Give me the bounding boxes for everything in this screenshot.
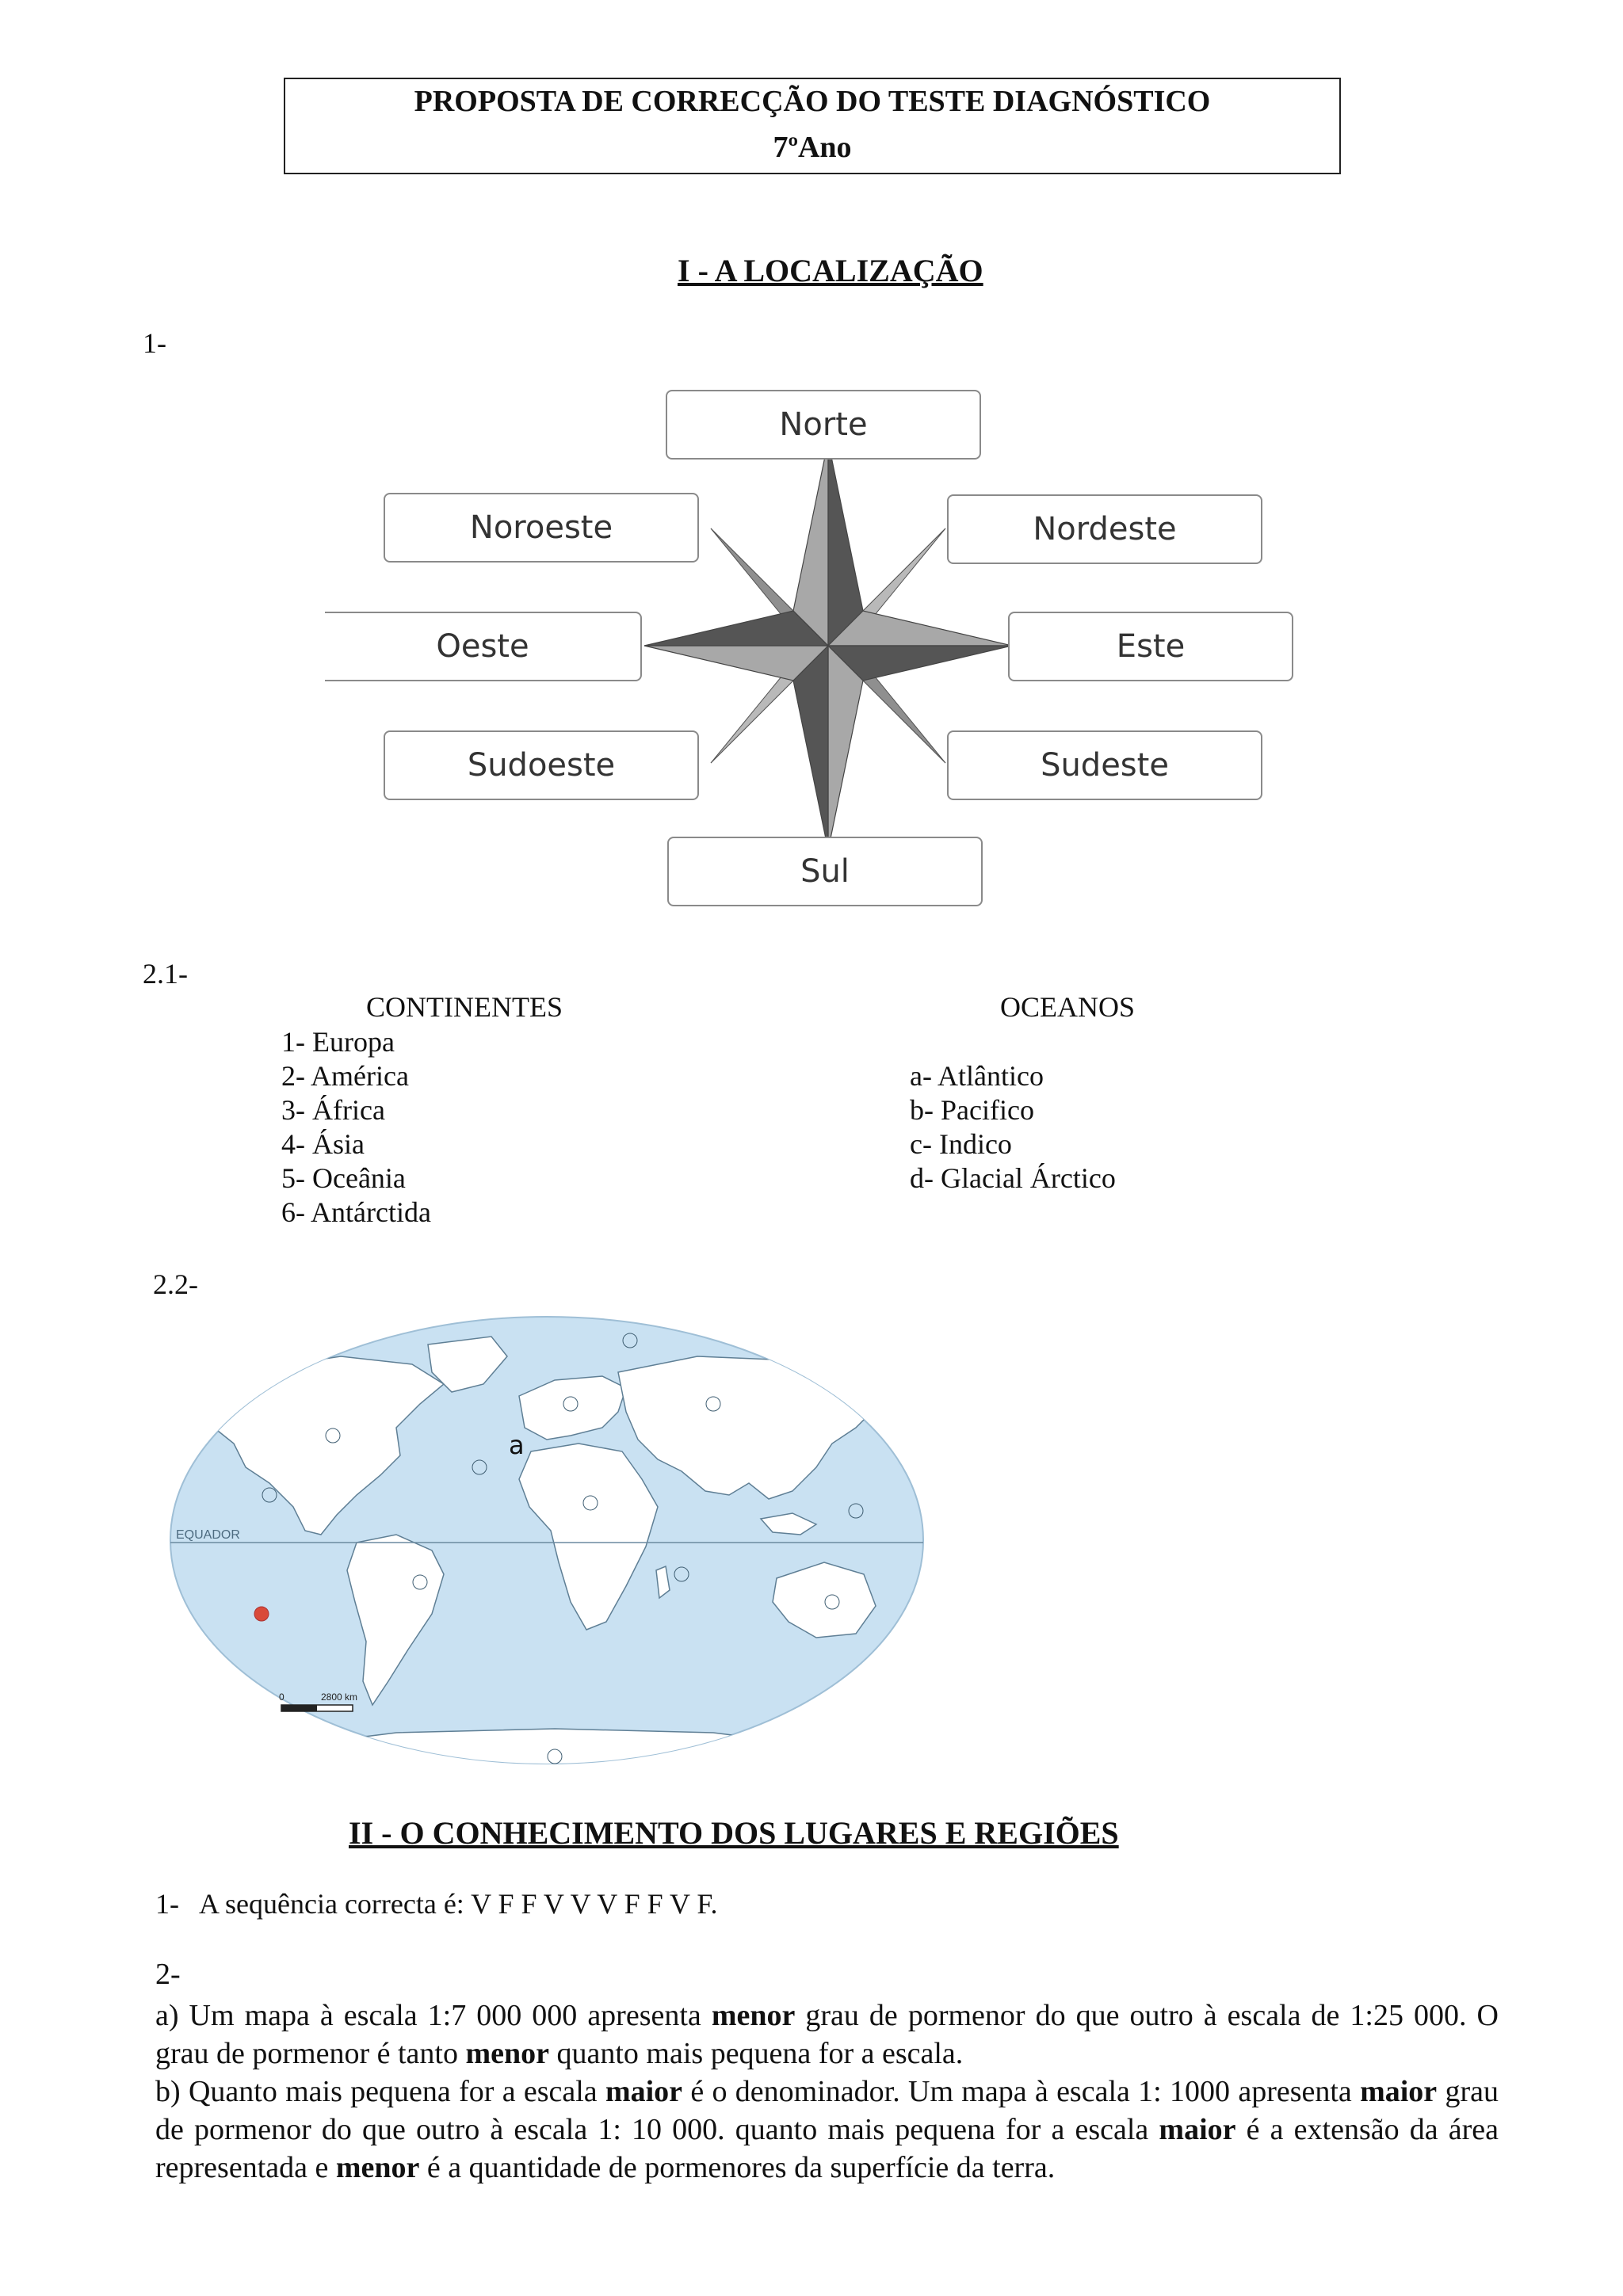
- continents-list: [281, 1025, 431, 1230]
- section-title-localizacao: I - A LOCALIZAÇÃO: [678, 253, 983, 288]
- answer-2a-paragraph: a) Um mapa à escala 1:7 000 000 apresenta menor grau de pormenor do que outro à escala de 1:25 000. O grau de pormenor é tanto menor quanto mais pequena for a escala.: [155, 1999, 1499, 2070]
- list-item: d- Glacial Árctico: [910, 1162, 1116, 1194]
- list-item: 4- Ásia: [281, 1128, 365, 1160]
- question-1-sequence-answer: 1- A sequência correcta é: V F F V V V F F V F.: [155, 1888, 718, 1920]
- handwritten-answer-mark: a: [509, 1430, 525, 1460]
- section-title-conhecimento: II - O CONHECIMENTO DOS LUGARES E REGIÕES: [349, 1815, 1119, 1851]
- direction-box-south: Sul: [667, 837, 983, 906]
- question-2-label: 2-: [155, 1958, 181, 1991]
- question-1-label: 1-: [143, 327, 166, 359]
- list-item: c- Indico: [910, 1128, 1012, 1160]
- list-item: 2- América: [281, 1060, 409, 1092]
- list-item: 3- África: [281, 1094, 385, 1126]
- grade-label: 7ºAno: [773, 131, 852, 164]
- document-title: PROPOSTA DE CORRECÇÃO DO TESTE DIAGNÓSTICO: [414, 85, 1211, 118]
- antarctica-shape: [269, 1729, 840, 1772]
- oceans-list: [910, 1059, 1116, 1196]
- list-item: 5- Oceânia: [281, 1162, 406, 1194]
- direction-box-southeast: Sudeste: [947, 730, 1262, 800]
- direction-box-north: Norte: [666, 390, 981, 460]
- list-item: 6- Antárctida: [281, 1196, 431, 1228]
- world-map-icon: [158, 1309, 935, 1772]
- scale-zero-label: 0: [279, 1691, 285, 1703]
- question-2-2-label: 2.2-: [153, 1268, 198, 1300]
- direction-box-west: Oeste: [325, 612, 642, 681]
- list-item: b- Pacifico: [910, 1094, 1034, 1126]
- world-map: [158, 1309, 935, 1772]
- list-item: 1- Europa: [281, 1026, 395, 1058]
- oceans-header: OCEANOS: [1000, 991, 1136, 1023]
- list-item: a- Atlântico: [910, 1060, 1044, 1092]
- direction-box-southwest: Sudoeste: [384, 730, 699, 800]
- equator-label: EQUADOR: [176, 1528, 240, 1542]
- continents-header: CONTINENTES: [366, 991, 563, 1023]
- direction-box-northeast: Nordeste: [947, 494, 1262, 564]
- header-box: [284, 78, 1341, 174]
- question-2-1-label: 2.1-: [143, 958, 188, 990]
- scale-distance-label: 2800 km: [321, 1691, 358, 1703]
- direction-box-east: Este: [1008, 612, 1293, 681]
- direction-box-northwest: Noroeste: [384, 493, 699, 563]
- answer-2b-paragraph: b) Quanto mais pequena for a escala maior é o denominador. Um mapa à escala 1: 1000 apresenta maior grau de pormenor do que outro à escala 1: 10 000. quanto mais pequena for a escala maior é a extensão da área representada e menor é a quantidade de pormenores da superfície da terra.: [155, 2075, 1499, 2184]
